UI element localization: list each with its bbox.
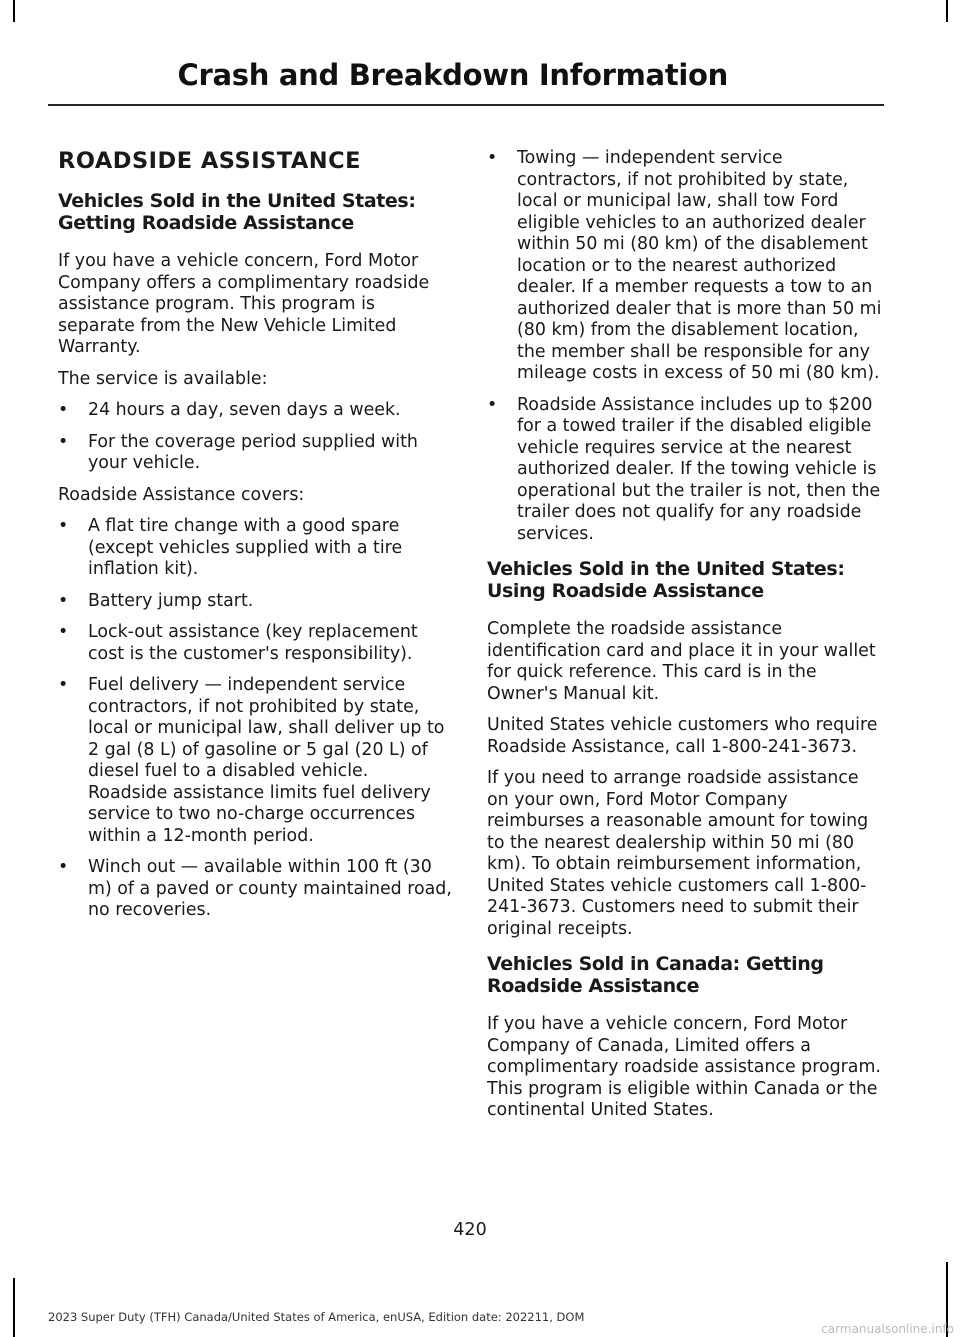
list-item: • For the coverage period supplied with your vehicle. bbox=[58, 431, 418, 473]
list-item: • Lock-out assistance (key replacement cost is the customer's responsibility). bbox=[58, 622, 418, 664]
subheading-us-using: Vehicles Sold in the United States: Using Roadside Assistance bbox=[487, 558, 845, 602]
bullet: • bbox=[58, 400, 69, 420]
list-item: • Fuel delivery — independent service contractors, if not prohibited by state, local or municipal law, shall deliver up to 2 gal (8 L) of gasoline or 5 gal (20 L) of diesel fuel to a disabled vehicle. Roadside assistance limits fuel delivery service to two no-charge occurrences within a 12-month period. bbox=[58, 675, 445, 846]
available-list bbox=[58, 400, 453, 475]
bullet: • bbox=[58, 675, 69, 695]
list-item: • Battery jump start. bbox=[58, 590, 254, 611]
bullet: • bbox=[58, 857, 69, 877]
bullet: • bbox=[58, 431, 69, 452]
available-label: The service is available: bbox=[58, 368, 268, 389]
bullet: • bbox=[58, 516, 69, 536]
bullet: • bbox=[58, 622, 69, 642]
using-paragraph-3: If you need to arrange roadside assistance on your own, Ford Motor Company reimburses a reasonable amount for towing to the nearest dealership within 50 mi (80 km). To obtain reimbursement information, United States vehicle customers call 1-800-241-3673. Customers need to submit their original receipts. bbox=[487, 768, 869, 939]
list-item: • Roadside Assistance includes up to $200 for a towed trailer if the disabled eligible vehicle requires service at the nearest authorized dealer. If the towing vehicle is operational but the trailer is not, then the trailer does not qualify for any roadside services. bbox=[487, 394, 881, 544]
subheading-canada-getting: Vehicles Sold in Canada: Getting Roadside Assistance bbox=[487, 953, 824, 997]
left-column bbox=[58, 147, 453, 932]
covers-list bbox=[58, 516, 453, 922]
crop-mark-top-right bbox=[946, 0, 948, 22]
crop-mark-bottom-left bbox=[13, 1278, 15, 1337]
using-paragraph-2: United States vehicle customers who require Roadside Assistance, call 1-800-241-3673. bbox=[487, 715, 878, 757]
header-divider bbox=[48, 104, 884, 106]
page-number: 420 bbox=[453, 1220, 487, 1240]
watermark: carmanualsonline.info bbox=[821, 1322, 954, 1336]
right-column bbox=[487, 148, 882, 1132]
intro-paragraph: If you have a vehicle concern, Ford Motor Company offers a complimentary roadside assistance program. This program is separate from the New Vehicle Limited Warranty. bbox=[58, 251, 430, 357]
bullet: • bbox=[58, 590, 69, 611]
list-item: • 24 hours a day, seven days a week. bbox=[58, 400, 401, 420]
bullet: • bbox=[487, 394, 498, 415]
section-heading: ROADSIDE ASSISTANCE bbox=[58, 148, 362, 174]
footer-edition-info: 2023 Super Duty (TFH) Canada/United States of America, enUSA, Edition date: 202211, DOM bbox=[48, 1310, 585, 1324]
using-paragraph-1: Complete the roadside assistance identification card and place it in your wallet for quick reference. This card is in the Owner's Manual kit. bbox=[487, 619, 876, 704]
crop-mark-top-left bbox=[13, 0, 15, 22]
page-header-title: Crash and Breakdown Information bbox=[177, 58, 728, 92]
list-item: • Towing — independent service contractors, if not prohibited by state, local or municipal law, shall tow Ford eligible vehicles to an authorized dealer within 50 mi (80 km) of the disablement location or to the nearest authorized dealer. If a member requests a tow to an authorized dealer that is more than 50 mi (80 km) from the disablement location, the member shall be responsible for any mileage costs in excess of 50 mi (80 km). bbox=[487, 148, 882, 383]
bullet: • bbox=[487, 148, 498, 168]
list-item: • Winch out — available within 100 ft (30 m) of a paved or county maintained road, no recoveries. bbox=[58, 857, 452, 920]
covers-list-continued bbox=[487, 148, 882, 545]
list-item: • A flat tire change with a good spare (except vehicles supplied with a tire inflation kit). bbox=[58, 516, 403, 579]
canada-paragraph-1: If you have a vehicle concern, Ford Motor Company of Canada, Limited offers a complimentary roadside assistance program. This program is eligible within Canada or the continental United States. bbox=[487, 1014, 881, 1120]
covers-label: Roadside Assistance covers: bbox=[58, 484, 305, 505]
subheading-us-getting: Vehicles Sold in the United States: Getting Roadside Assistance bbox=[58, 190, 416, 234]
